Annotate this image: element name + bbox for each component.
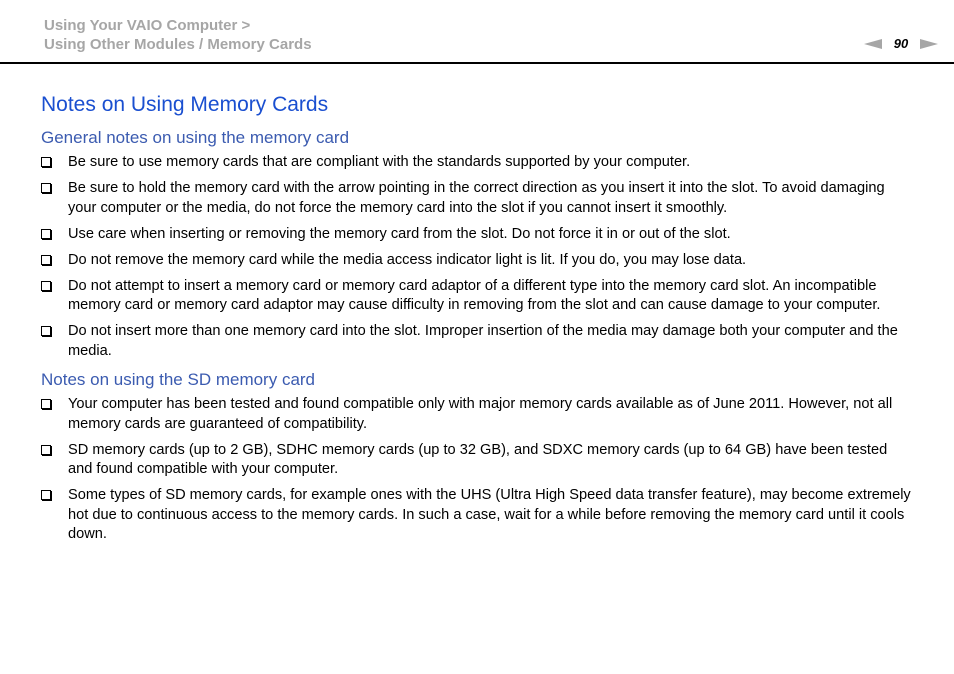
list-item-text: Your computer has been tested and found compatible only with major memory cards available as of June 2011. However, not all memory cards are guaranteed of compatibility.: [68, 396, 893, 432]
checkbox-bullet-icon: [41, 445, 51, 455]
list-item-text: Be sure to hold the memory card with the arrow pointing in the correct direction as you insert it into the slot. To avoid damaging your computer or the media, do not force the memory card into the slot if you cannot insert it smoothly.: [68, 180, 885, 216]
checkbox-bullet-icon: [41, 183, 51, 193]
list-item: [41, 395, 913, 434]
checkbox-bullet-icon: [41, 399, 51, 409]
list-item-text: Do not attempt to insert a memory card or memory card adaptor of a different type into the memory card slot. An incompatible memory card or memory card adaptor may cause difficulty in removing from the slot and can cause damage to your computer.: [68, 277, 881, 313]
main-content: [41, 92, 913, 551]
list-item: [41, 251, 913, 271]
page-number: 90: [893, 36, 909, 51]
section-heading-general: General notes on using the memory card: [41, 128, 350, 147]
next-page-arrow-icon[interactable]: [920, 39, 938, 49]
general-notes-list: [41, 153, 913, 361]
list-item: [41, 322, 913, 361]
list-item: [41, 225, 913, 245]
list-item: [41, 277, 913, 316]
checkbox-bullet-icon: [41, 255, 51, 265]
list-item-text: Do not remove the memory card while the media access indicator light is lit. If you do, you may lose data.: [68, 251, 747, 268]
list-item: [41, 179, 913, 218]
breadcrumb: [44, 16, 312, 54]
checkbox-bullet-icon: [41, 490, 51, 500]
page-title: Notes on Using Memory Cards: [41, 93, 329, 116]
previous-page-arrow-icon[interactable]: [864, 39, 882, 49]
page-header: [0, 0, 954, 64]
list-item: [41, 153, 913, 173]
list-item-text: Do not insert more than one memory card into the slot. Improper insertion of the media may damage both your computer and the media.: [68, 323, 898, 359]
list-item-text: Some types of SD memory cards, for example ones with the UHS (Ultra High Speed data transfer feature), may become extremely hot due to continuous access to the memory cards. In such a case, wait for a while before removing the memory card until it cools down.: [68, 487, 911, 542]
sd-card-notes-list: [41, 395, 913, 545]
header-divider: [0, 62, 954, 64]
checkbox-bullet-icon: [41, 229, 51, 239]
list-item: [41, 486, 913, 545]
list-item: [41, 441, 913, 480]
list-item-text: SD memory cards (up to 2 GB), SDHC memory cards (up to 32 GB), and SDXC memory cards (up to 64 GB) have been tested and found compatible with your computer.: [68, 441, 888, 477]
checkbox-bullet-icon: [41, 326, 51, 336]
list-item-text: Use care when inserting or removing the memory card from the slot. Do not force it in or out of the slot.: [68, 225, 731, 242]
checkbox-bullet-icon: [41, 281, 51, 291]
breadcrumb-link-parent[interactable]: Using Your VAIO Computer >: [44, 17, 251, 34]
section-heading-sd-card: Notes on using the SD memory card: [41, 370, 316, 389]
page-navigation: [864, 36, 938, 51]
checkbox-bullet-icon: [41, 157, 51, 167]
list-item-text: Be sure to use memory cards that are compliant with the standards supported by your computer.: [68, 154, 691, 170]
breadcrumb-current[interactable]: Using Other Modules / Memory Cards: [44, 36, 312, 53]
